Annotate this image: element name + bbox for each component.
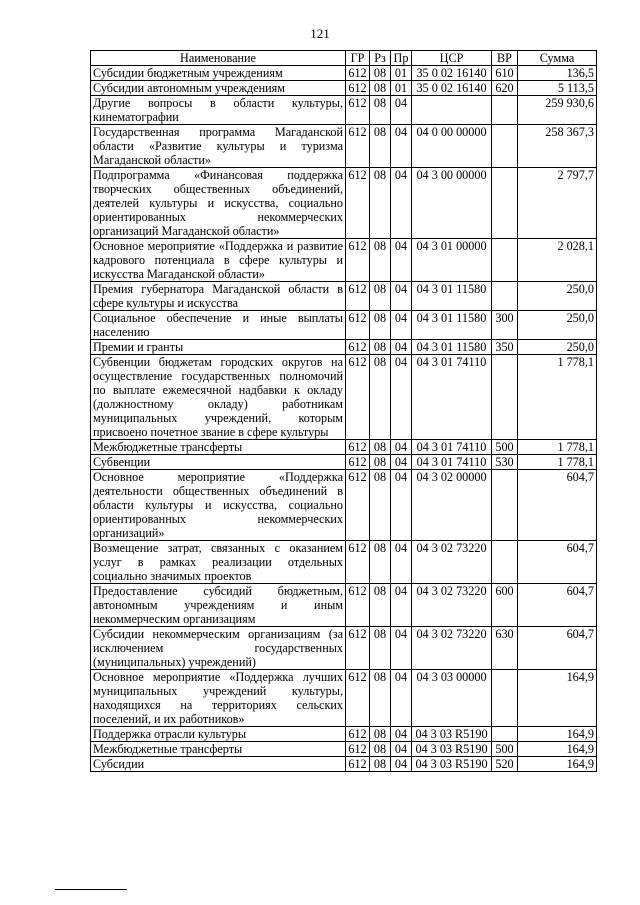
cell-name: Поддержка отрасли культуры [91, 727, 346, 742]
cell-csr: 04 3 01 11580 [412, 340, 492, 355]
table-row [91, 455, 597, 470]
table-row [91, 584, 597, 627]
cell-pr: 01 [391, 81, 412, 96]
cell-name: Субсидии [91, 757, 346, 772]
cell-gr: 612 [346, 66, 370, 81]
cell-rz: 08 [370, 125, 391, 168]
cell-pr: 04 [391, 670, 412, 727]
cell-gr: 612 [346, 168, 370, 239]
cell-gr: 612 [346, 81, 370, 96]
cell-name: Другие вопросы в области культуры, кинематографии [91, 96, 346, 125]
cell-vr [492, 541, 518, 584]
cell-name: Социальное обеспечение и иные выплаты населению [91, 311, 346, 340]
cell-rz: 08 [370, 311, 391, 340]
cell-rz: 08 [370, 727, 391, 742]
cell-sum: 2 028,1 [518, 239, 597, 282]
cell-vr: 300 [492, 311, 518, 340]
cell-gr: 612 [346, 757, 370, 772]
cell-gr: 612 [346, 470, 370, 541]
cell-gr: 612 [346, 125, 370, 168]
cell-name: Субсидии бюджетным учреждениям [91, 66, 346, 81]
table-row [91, 440, 597, 455]
cell-name: Субвенции бюджетам городских округов на осуществление государственных полномочий по выплате ежемесячной надбавки к окладу (должностному окладу) работникам муниципальных учреждений, которым присвоено почетное звание в сфере культуры [91, 355, 346, 440]
cell-sum: 164,9 [518, 757, 597, 772]
cell-pr: 04 [391, 96, 412, 125]
cell-vr: 630 [492, 627, 518, 670]
cell-sum: 5 113,5 [518, 81, 597, 96]
cell-name: Субсидии автономным учреждениям [91, 81, 346, 96]
cell-rz: 08 [370, 670, 391, 727]
cell-csr: 04 3 01 74110 [412, 355, 492, 440]
table-row [91, 727, 597, 742]
cell-name: Межбюджетные трансферты [91, 440, 346, 455]
cell-vr [492, 727, 518, 742]
cell-sum: 164,9 [518, 742, 597, 757]
cell-sum: 250,0 [518, 340, 597, 355]
cell-gr: 612 [346, 96, 370, 125]
footer-divider [55, 889, 127, 890]
cell-vr: 530 [492, 455, 518, 470]
cell-vr [492, 470, 518, 541]
cell-rz: 08 [370, 81, 391, 96]
cell-sum: 164,9 [518, 727, 597, 742]
cell-sum: 258 367,3 [518, 125, 597, 168]
table-row [91, 742, 597, 757]
cell-vr [492, 125, 518, 168]
cell-pr: 04 [391, 125, 412, 168]
cell-gr: 612 [346, 239, 370, 282]
table-row [91, 282, 597, 311]
cell-name: Подпрограмма «Финансовая поддержка творческих общественных объединений, деятелей культуры и искусства, социально ориентированных некоммерческих организаций Магаданской области» [91, 168, 346, 239]
cell-pr: 04 [391, 168, 412, 239]
header-pr: Пр [391, 51, 412, 66]
cell-csr: 04 3 03 00000 [412, 670, 492, 727]
table-row [91, 757, 597, 772]
cell-gr: 612 [346, 670, 370, 727]
cell-gr: 612 [346, 584, 370, 627]
table-row [91, 81, 597, 96]
table-row [91, 168, 597, 239]
table-header-row [91, 51, 597, 66]
cell-vr [492, 239, 518, 282]
cell-pr: 04 [391, 311, 412, 340]
table-row [91, 66, 597, 81]
cell-name: Предоставление субсидий бюджетным, автономным учреждениям и иным некоммерческим организациям [91, 584, 346, 627]
cell-pr: 04 [391, 282, 412, 311]
cell-pr: 04 [391, 470, 412, 541]
cell-vr: 350 [492, 340, 518, 355]
cell-sum: 259 930,6 [518, 96, 597, 125]
cell-rz: 08 [370, 584, 391, 627]
cell-sum: 1 778,1 [518, 455, 597, 470]
cell-pr: 04 [391, 627, 412, 670]
cell-csr: 04 3 02 73220 [412, 541, 492, 584]
table-row [91, 470, 597, 541]
table-row [91, 340, 597, 355]
cell-vr: 620 [492, 81, 518, 96]
header-name: Наименование [91, 51, 346, 66]
cell-pr: 04 [391, 340, 412, 355]
cell-vr [492, 168, 518, 239]
cell-vr [492, 96, 518, 125]
cell-name: Премии и гранты [91, 340, 346, 355]
cell-vr: 520 [492, 757, 518, 772]
cell-name: Основное мероприятие «Поддержка деятельности общественных объединений в области культуры и искусства, социально ориентированных некоммерческих организаций» [91, 470, 346, 541]
cell-csr: 04 3 03 R5190 [412, 727, 492, 742]
cell-gr: 612 [346, 311, 370, 340]
cell-rz: 08 [370, 757, 391, 772]
table-row [91, 541, 597, 584]
cell-gr: 612 [346, 340, 370, 355]
header-gr: ГР [346, 51, 370, 66]
cell-vr: 610 [492, 66, 518, 81]
cell-rz: 08 [370, 470, 391, 541]
cell-sum: 604,7 [518, 627, 597, 670]
cell-rz: 08 [370, 66, 391, 81]
cell-rz: 08 [370, 239, 391, 282]
cell-name: Премия губернатора Магаданской области в сфере культуры и искусства [91, 282, 346, 311]
cell-name: Межбюджетные трансферты [91, 742, 346, 757]
cell-sum: 250,0 [518, 282, 597, 311]
cell-rz: 08 [370, 96, 391, 125]
cell-sum: 250,0 [518, 311, 597, 340]
cell-vr: 600 [492, 584, 518, 627]
cell-vr [492, 670, 518, 727]
cell-rz: 08 [370, 440, 391, 455]
cell-pr: 04 [391, 440, 412, 455]
cell-sum: 604,7 [518, 584, 597, 627]
cell-gr: 612 [346, 727, 370, 742]
budget-table [90, 50, 597, 772]
cell-sum: 164,9 [518, 670, 597, 727]
cell-rz: 08 [370, 627, 391, 670]
cell-csr: 04 3 02 00000 [412, 470, 492, 541]
cell-csr: 04 3 02 73220 [412, 584, 492, 627]
cell-csr: 04 3 03 R5190 [412, 742, 492, 757]
cell-rz: 08 [370, 455, 391, 470]
cell-csr: 04 3 01 74110 [412, 440, 492, 455]
cell-name: Основное мероприятие «Поддержка лучших муниципальных учреждений культуры, находящихся на территориях сельских поселений, и их работников» [91, 670, 346, 727]
cell-sum: 136,5 [518, 66, 597, 81]
cell-rz: 08 [370, 541, 391, 584]
cell-pr: 04 [391, 584, 412, 627]
cell-rz: 08 [370, 168, 391, 239]
cell-sum: 2 797,7 [518, 168, 597, 239]
cell-pr: 01 [391, 66, 412, 81]
header-rz: Рз [370, 51, 391, 66]
table-row [91, 125, 597, 168]
cell-pr: 04 [391, 239, 412, 282]
cell-rz: 08 [370, 742, 391, 757]
cell-gr: 612 [346, 440, 370, 455]
cell-name: Субвенции [91, 455, 346, 470]
cell-vr: 500 [492, 440, 518, 455]
cell-pr: 04 [391, 541, 412, 584]
cell-pr: 04 [391, 757, 412, 772]
header-vr: ВР [492, 51, 518, 66]
cell-rz: 08 [370, 355, 391, 440]
cell-csr: 04 3 01 74110 [412, 455, 492, 470]
cell-pr: 04 [391, 355, 412, 440]
cell-csr: 04 0 00 00000 [412, 125, 492, 168]
cell-name: Возмещение затрат, связанных с оказанием услуг в рамках реализации отдельных социально значимых проектов [91, 541, 346, 584]
cell-csr: 04 3 00 00000 [412, 168, 492, 239]
cell-name: Субсидии некоммерческим организациям (за исключением государственных (муниципальных) учреждений) [91, 627, 346, 670]
table-row [91, 96, 597, 125]
cell-pr: 04 [391, 727, 412, 742]
cell-sum: 1 778,1 [518, 355, 597, 440]
cell-csr: 35 0 02 16140 [412, 66, 492, 81]
cell-pr: 04 [391, 455, 412, 470]
cell-gr: 612 [346, 282, 370, 311]
table-row [91, 239, 597, 282]
cell-gr: 612 [346, 742, 370, 757]
cell-name: Государственная программа Магаданской области «Развитие культуры и туризма Магаданской области» [91, 125, 346, 168]
cell-gr: 612 [346, 455, 370, 470]
header-csr: ЦСР [412, 51, 492, 66]
table-row [91, 670, 597, 727]
header-sum: Сумма [518, 51, 597, 66]
cell-vr [492, 282, 518, 311]
cell-rz: 08 [370, 340, 391, 355]
cell-csr: 04 3 02 73220 [412, 627, 492, 670]
cell-csr: 04 3 01 00000 [412, 239, 492, 282]
cell-vr: 500 [492, 742, 518, 757]
cell-gr: 612 [346, 627, 370, 670]
cell-csr: 35 0 02 16140 [412, 81, 492, 96]
cell-sum: 604,7 [518, 541, 597, 584]
cell-gr: 612 [346, 541, 370, 584]
table-row [91, 355, 597, 440]
cell-name: Основное мероприятие «Поддержка и развитие кадрового потенциала в сфере культуры и искусства Магаданской области» [91, 239, 346, 282]
cell-rz: 08 [370, 282, 391, 311]
table-row [91, 627, 597, 670]
cell-gr: 612 [346, 355, 370, 440]
cell-csr: 04 3 01 11580 [412, 282, 492, 311]
page-number: 121 [310, 26, 330, 41]
cell-csr: 04 3 01 11580 [412, 311, 492, 340]
cell-csr [412, 96, 492, 125]
cell-vr [492, 355, 518, 440]
cell-sum: 1 778,1 [518, 440, 597, 455]
cell-pr: 04 [391, 742, 412, 757]
table-row [91, 311, 597, 340]
cell-csr: 04 3 03 R5190 [412, 757, 492, 772]
cell-sum: 604,7 [518, 470, 597, 541]
